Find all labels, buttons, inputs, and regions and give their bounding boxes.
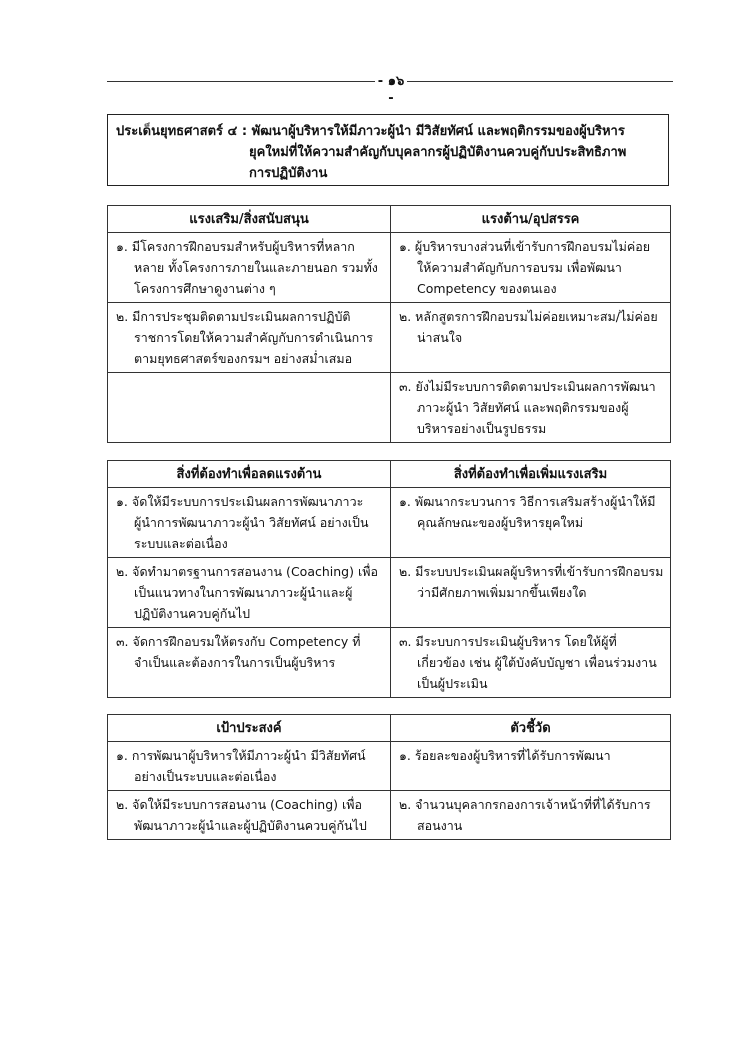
table-row [108, 742, 671, 791]
table-row [108, 233, 671, 303]
column-header-increase-supports: สิ่งที่ต้องทำเพื่อเพิ่มแรงเสริม [391, 461, 671, 488]
goals-indicators-table [107, 714, 671, 840]
table-row [108, 791, 671, 840]
obstacle-item-3: ๓. ยังไม่มีระบบการติดตามประเมินผลการพัฒนาภาวะผู้นำ วิสัยทัศน์ และพฤติกรรมของผู้บริหารอย่างเป็นรูปธรรม [399, 379, 656, 436]
table-row [108, 373, 671, 443]
actions-table [107, 460, 671, 698]
indicator-item-1: ๑. ร้อยละของผู้บริหารที่ได้รับการพัฒนา [399, 748, 611, 763]
column-header-supports: แรงเสริม/สิ่งสนับสนุน [108, 206, 391, 233]
header-rule-right [407, 81, 673, 82]
column-header-obstacles: แรงต้าน/อุปสรรค [391, 206, 671, 233]
support-item-2: ๒. มีการประชุมติดตามประเมินผลการปฏิบัติราชการโดยให้ความสำคัญกับการดำเนินการตามยุทธศาสตร์ของกรมฯ อย่างสม่ำเสมอ [116, 309, 373, 366]
goal-item-1: ๑. การพัฒนาผู้บริหารให้มีภาวะผู้นำ มีวิสัยทัศน์อย่างเป็นระบบและต่อเนื่อง [116, 748, 366, 784]
page-number: - ๑๖ - [377, 74, 405, 106]
increase-item-2: ๒. มีระบบประเมินผลผู้บริหารที่เข้ารับการฝึกอบรมว่ามีศักยภาพเพิ่มมากขึ้นเพียงใด [399, 564, 664, 600]
table-row [108, 303, 671, 373]
obstacle-item-2: ๒. หลักสูตรการฝึกอบรมไม่ค่อยเหมาะสม/ไม่ค่อยน่าสนใจ [399, 309, 658, 345]
reduce-item-3: ๓. จัดการฝึกอบรมให้ตรงกับ Competency ที่จำเป็นและต้องการในการเป็นผู้บริหาร [116, 634, 361, 670]
strategy-title-line2: ยุคใหม่ที่ให้ความสำคัญกับบุคลากรผู้ปฏิบัติงานควบคู่กับประสิทธิภาพ [249, 145, 627, 160]
reduce-item-1: ๑. จัดให้มีระบบการประเมินผลการพัฒนาภาวะผู้นำการพัฒนาภาวะผู้นำ วิสัยทัศน์ อย่างเป็นระบบและต่อเนื่อง [116, 494, 369, 551]
increase-item-3: ๓. มีระบบการประเมินผู้บริหาร โดยให้ผู้ที่เกี่ยวข้อง เช่น ผู้ใต้บังคับบัญชา เพื่อนร่วมงานเป็นผู้ประเมิน [399, 634, 657, 691]
table-row [108, 488, 671, 558]
column-header-reduce-obstacles: สิ่งที่ต้องทำเพื่อลดแรงต้าน [108, 461, 391, 488]
supports-obstacles-table [107, 205, 671, 443]
indicator-item-2: ๒. จำนวนบุคลากรกองการเจ้าหน้าที่ที่ได้รับการสอนงาน [399, 797, 651, 833]
table-row [108, 558, 671, 628]
strategy-title-line1: ประเด็นยุทธศาสตร์ ๔ : พัฒนาผู้บริหารให้มีภาวะผู้นำ มีวิสัยทัศน์ และพฤติกรรมของผู้บริหาร [116, 124, 625, 139]
column-header-goals: เป้าประสงค์ [108, 715, 391, 742]
column-header-indicators: ตัวชี้วัด [391, 715, 671, 742]
goal-item-2: ๒. จัดให้มีระบบการสอนงาน (Coaching) เพื่อพัฒนาภาวะผู้นำและผู้ปฏิบัติงานควบคู่กันไป [116, 797, 367, 833]
page-header [107, 66, 673, 106]
support-item-1: ๑. มีโครงการฝึกอบรมสำหรับผู้บริหารที่หลากหลาย ทั้งโครงการภายในและภายนอก รวมทั้งโครงการศึกษาดูงานต่าง ๆ [116, 239, 378, 296]
obstacle-item-1: ๑. ผู้บริหารบางส่วนที่เข้ารับการฝึกอบรมไม่ค่อยให้ความสำคัญกับการอบรม เพื่อพัฒนา Competency ของตนเอง [399, 239, 651, 296]
increase-item-1: ๑. พัฒนากระบวนการ วิธีการเสริมสร้างผู้นำให้มีคุณลักษณะของผู้บริหารยุคใหม่ [399, 494, 656, 530]
reduce-item-2: ๒. จัดทำมาตรฐานการสอนงาน (Coaching) เพื่อเป็นแนวทางในการพัฒนาภาวะผู้นำและผู้ปฏิบัติงานควบคู่กันไป [116, 564, 378, 621]
table-row [108, 628, 671, 698]
header-rule-left [107, 81, 375, 82]
strategy-heading-box [107, 114, 669, 186]
strategy-title-line3: การปฏิบัติงาน [249, 166, 328, 181]
